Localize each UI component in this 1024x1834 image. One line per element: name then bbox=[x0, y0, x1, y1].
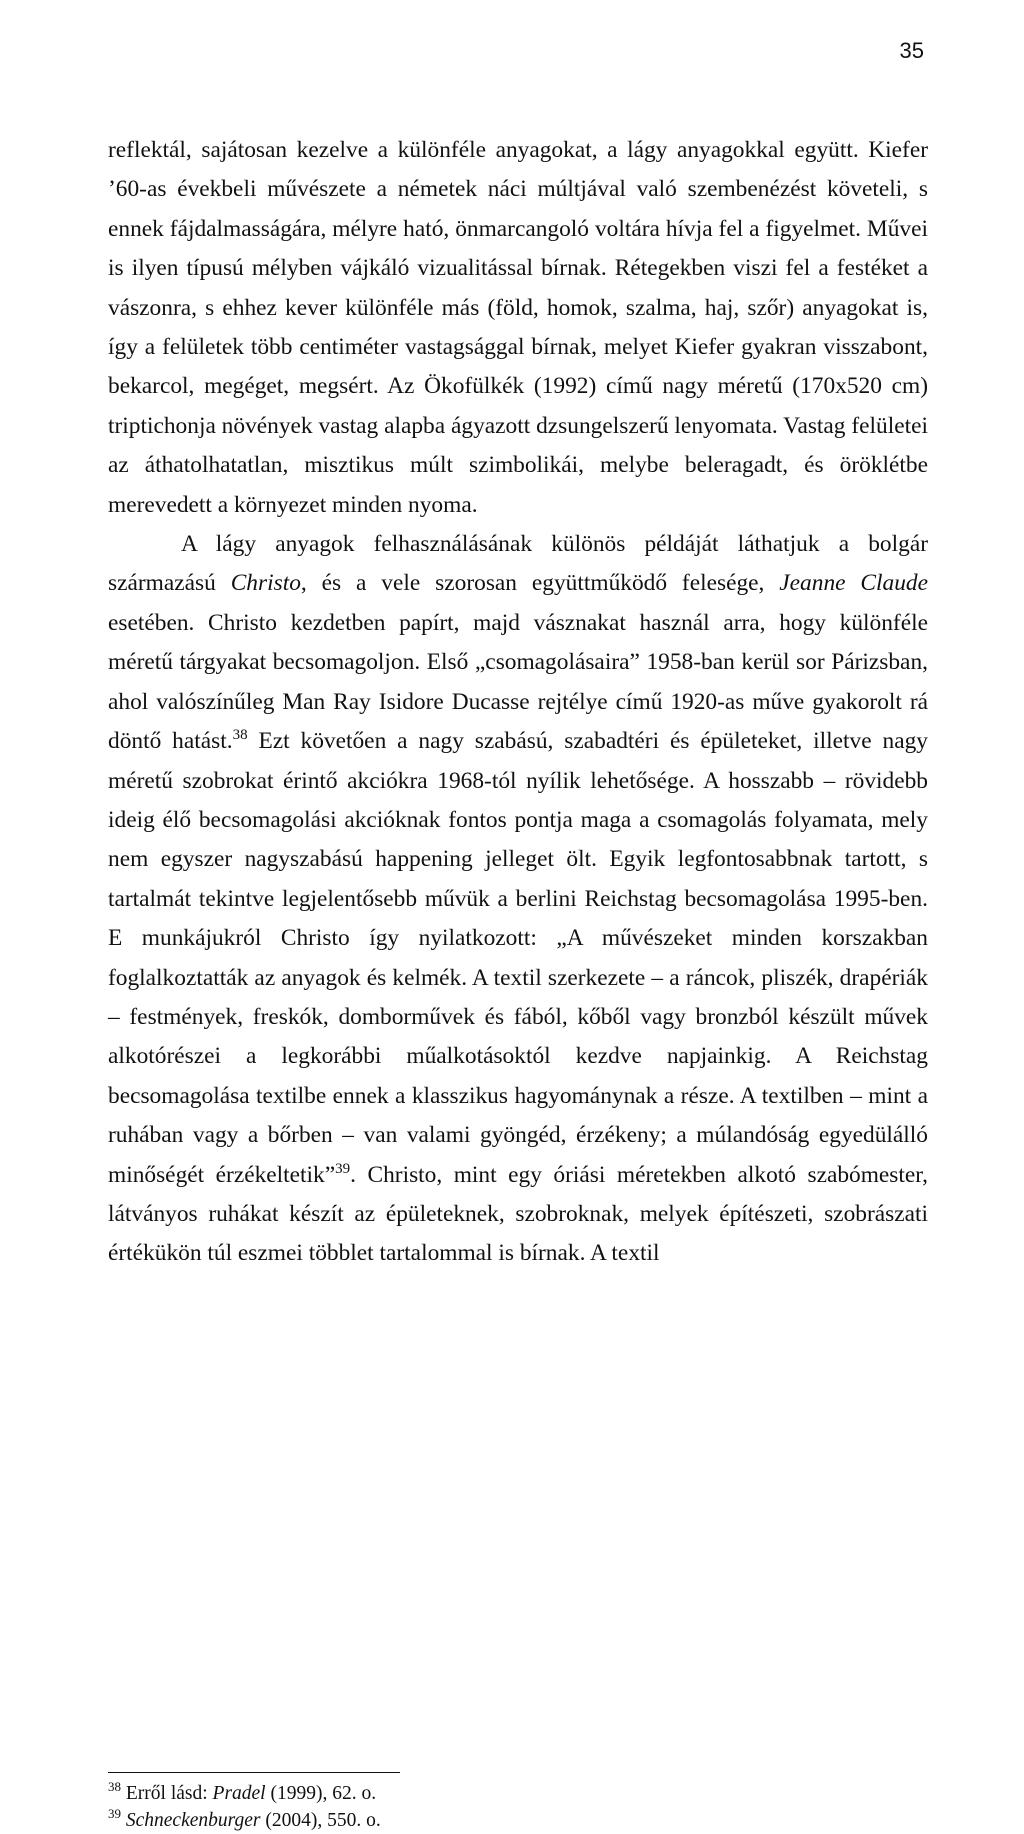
paragraph bbox=[108, 525, 928, 1274]
paragraph-text: reflektál, sajátosan kezelve a különféle anyagokat, a lágy anyagokkal együtt. Kiefer ’60-as évekbeli művészete a németek náci múltjával való szembenézést követeli, s ennek fájdalmasságára, mélyre ható, önmarcangoló voltára hívja fel a figyelmet. Művei is ilyen típusú mélyben vájkáló vizualitással bírnak. Rétegekben viszi fel a festéket a vászonra, s ehhez kever különféle más (föld, homok, szalma, haj, szőr) anyagokat is, így a felületek több centiméter vastagsággal bírnak, melyet Kiefer gyakran visszabont, bekarcol, megéget, megsért. Az Ökofülkék (1992) című nagy méretű (170x520 cm) triptichonja növények vastag alapba ágyazott dzsungelszerű lenyomata. Vastag felületei az áthatolhatatlan, misztikus múlt szimbolikái, melybe beleragadt, és öröklétbe merevedett a környezet minden nyoma. bbox=[108, 137, 928, 518]
footnote-author: Pradel bbox=[212, 1783, 266, 1804]
paragraph-text: . Christo, mint egy óriási méretekben alkotó szabómester, látványos ruhákat készít az épületeknek, szobroknak, melyek építészeti, szobrászati értékükön túl eszmei többlet tartalommal is bírnak. A textil bbox=[108, 1161, 928, 1267]
footnote-text: (1999), 62. o. bbox=[265, 1783, 377, 1804]
artist-name-jeanne-claude: Jeanne Claude bbox=[779, 570, 928, 597]
footnote-number: 39 bbox=[108, 1806, 121, 1821]
paragraph bbox=[108, 131, 928, 525]
paragraph-text: esetében. Christo kezdetben papírt, majd vásznakat használ arra, hogy különféle méretű tárgyakat becsomagoljon. Első „csomagolásaira” 1958-ban kerül sor Párizsban, ahol valószínűleg Man Ray Isidore Ducasse rejtélye című 1920-as műve gyakorolt rá döntő hatást. bbox=[108, 609, 928, 755]
footnotes bbox=[108, 1780, 928, 1834]
footnote-author: Schneckenburger bbox=[125, 1810, 261, 1831]
paragraph-text: A lágy anyagok felhasználásának különös példáját láthatjuk a bolgár származású bbox=[108, 531, 928, 597]
paragraph-text: Ezt követően a nagy szabású, szabadtéri és épületeket, illetve nagy méretű szobrokat érintő akciókra 1968-tól nyílik lehetősége. A hosszabb – rövidebb ideig élő becsomagolási akcióknak fontos pontja maga a csomagolás folyamata, mely nem egyszer nagyszabású happening jelleget ölt. Egyik legfontosabbnak tartott, s tartalmát tekintve legjelentősebb művük a berlini Reichstag becsomagolása 1995-ben. E munkájukról Christo így nyilatkozott: „A művészeket minden korszakban foglalkoztatták az anyagok és kelmék. A textil szerkezete – a ráncok, pliszék, drapériák – festmények, freskók, domborművek és fából, kőből vagy bronzból készült művek alkotórészei a legkorábbi műalkotásoktól kezdve napjainkig. A Reichstag becsomagolása textilbe ennek a klasszikus hagyománynak a része. A textilben – mint a ruhában vagy a bőrben – van valami gyöngéd, érzékeny; a múlandóság egyedülálló minőségét érzékeltetik” bbox=[108, 728, 928, 1188]
paragraph-text: , és a vele szorosan együttműködő felesége, bbox=[300, 570, 780, 597]
footnote bbox=[108, 1780, 928, 1807]
footnote-text: Erről lásd: bbox=[121, 1783, 213, 1804]
footnote-number: 38 bbox=[108, 1779, 121, 1794]
footnote-text: (2004), 550. o. bbox=[260, 1810, 381, 1831]
footnote-separator bbox=[108, 1772, 400, 1773]
footnote bbox=[108, 1807, 928, 1834]
artist-name-christo: Christo bbox=[230, 570, 301, 597]
footnote-reference[interactable]: 39 bbox=[335, 1160, 351, 1177]
footnote-reference[interactable]: 38 bbox=[232, 727, 248, 744]
body-text bbox=[108, 131, 928, 1274]
page-number: 35 bbox=[899, 38, 924, 63]
